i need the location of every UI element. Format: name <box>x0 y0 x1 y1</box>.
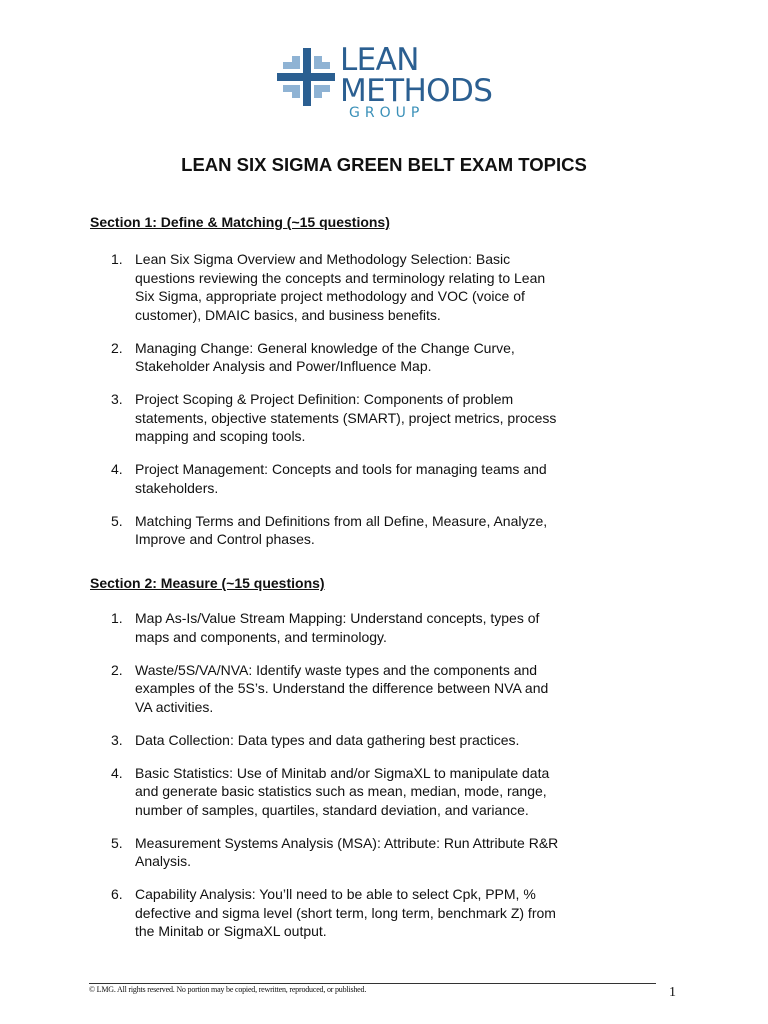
list-item <box>0 339 560 376</box>
item-number: 4. <box>111 461 123 477</box>
item-number: 5. <box>111 834 123 851</box>
cross-logo-icon <box>277 48 335 106</box>
item-number: 2. <box>111 661 123 678</box>
item-text: Matching Terms and Definitions from all Define, Measure, Analyze, Improve and Control phases. <box>135 512 548 547</box>
list-item <box>0 661 560 717</box>
item-number: 5. <box>111 512 123 529</box>
item-text: Basic Statistics: Use of Minitab and/or SigmaXL to manipulate data and generate basic statistics such as mean, median, mode, range, number of samples, quartiles, standard deviation, and variance. <box>135 764 550 818</box>
list-item <box>0 885 560 941</box>
copyright-notice: © LMG. All rights reserved. No portion may be copied, rewritten, reproduced, or published. <box>89 985 367 994</box>
logo-line-group: GROUP <box>349 105 425 121</box>
list-item <box>0 731 560 750</box>
item-number: 1. <box>111 251 123 267</box>
footer-divider <box>89 983 656 984</box>
list-item <box>0 512 560 549</box>
item-text: Project Management: Concepts and tools for managing teams and stakeholders. <box>135 461 547 496</box>
logo-wordmark <box>340 42 493 109</box>
item-text: Data Collection: Data types and data gathering best practices. <box>135 731 520 748</box>
item-text: Managing Change: General knowledge of the Change Curve, Stakeholder Analysis and Power/Influence Map. <box>135 339 515 374</box>
logo-line-lean: LEAN <box>340 42 419 78</box>
item-text: Waste/5S/VA/NVA: Identify waste types and the components and examples of the 5S’s. Understand the difference between NVA and VA activities. <box>135 661 549 715</box>
item-text: Project Scoping & Project Definition: Components of problem statements, objective statements (SMART), project metrics, process mapping and scoping tools. <box>135 391 557 444</box>
list-item <box>0 250 560 324</box>
list-item <box>0 460 560 497</box>
item-number: 1. <box>111 610 123 626</box>
item-text: Map As-Is/Value Stream Mapping: Understand concepts, types of maps and components, and terminology. <box>135 610 540 645</box>
list-item <box>0 764 560 820</box>
section-2-list <box>0 609 560 955</box>
document-title: LEAN SIX SIGMA GREEN BELT EXAM TOPICS <box>181 154 587 175</box>
section-1-list <box>0 250 560 563</box>
company-logo <box>277 42 497 123</box>
item-text: Capability Analysis: You’ll need to be able to select Cpk, PPM, % defective and sigma level (short term, long term, benchmark Z) from the Minitab or SigmaXL output. <box>135 886 556 939</box>
section-1-heading: Section 1: Define & Matching (~15 questions) <box>90 214 390 230</box>
section-2-heading: Section 2: Measure (~15 questions) <box>90 575 325 591</box>
item-number: 3. <box>111 391 123 407</box>
item-number: 6. <box>111 886 123 902</box>
item-text: Measurement Systems Analysis (MSA): Attribute: Run Attribute R&R Analysis. <box>135 834 559 869</box>
list-item <box>0 390 560 446</box>
page-number: 1 <box>669 985 676 1000</box>
item-number: 4. <box>111 764 123 781</box>
item-number: 2. <box>111 339 123 356</box>
list-item <box>0 609 560 646</box>
item-number: 3. <box>111 731 123 748</box>
logo-line-methods: METHODS <box>340 73 493 109</box>
list-item <box>0 834 560 871</box>
item-text: Lean Six Sigma Overview and Methodology Selection: Basic questions reviewing the concepts and terminology relating to Lean Six Sigma, appropriate project methodology and VOC (voice of customer), DMAIC basics, and business benefits. <box>135 251 546 323</box>
